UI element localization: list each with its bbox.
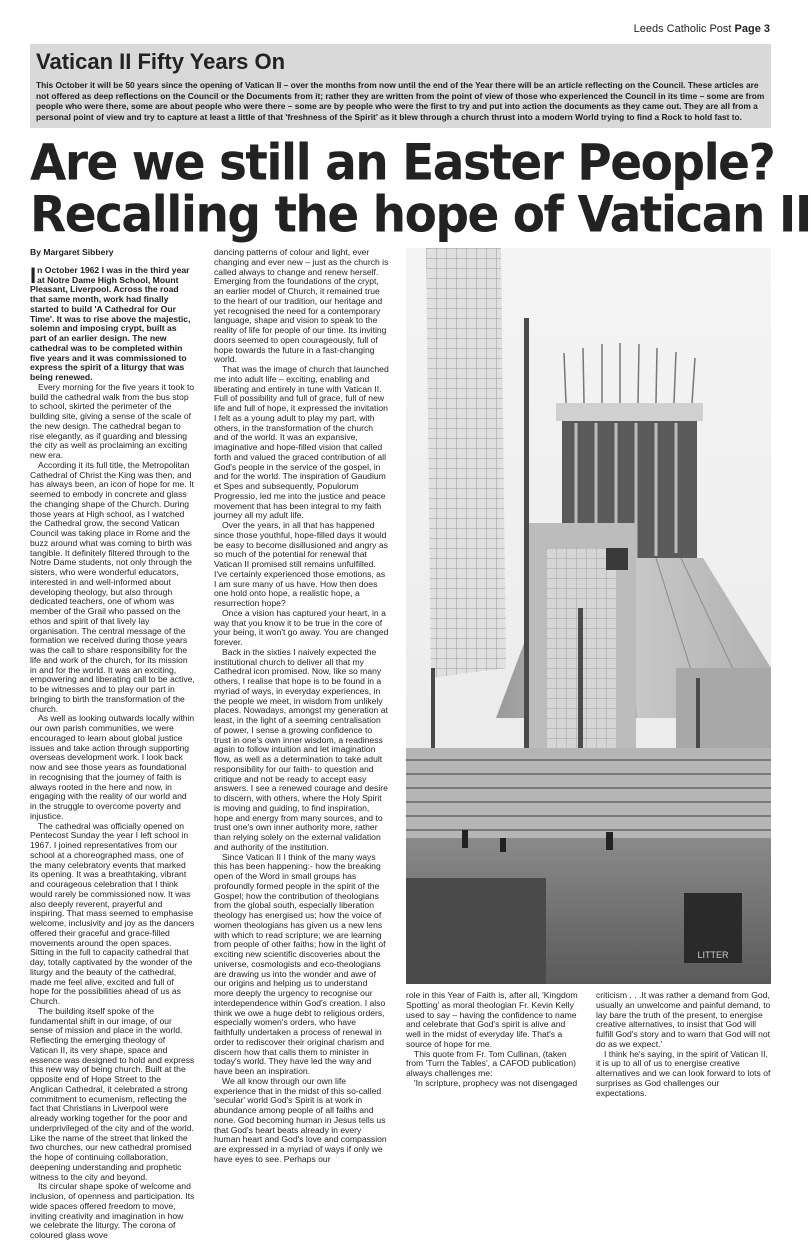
publication-name: Leeds Catholic Post xyxy=(633,23,732,35)
paragraph: dancing patterns of colour and light, ever changing and ever new – just as the church is called always to change and renew herself. Emerging from the foundations of the crypt, an earlier model of Church, it remained true to the heart of our tradition, our heritage and yet recognised the need for a contemporary language, shape and vision to speak to the reality of life for people of our time. Its inviting doors seemed to open courageously, full of hope towards the future in a fast-changing world. xyxy=(214,247,389,365)
paragraph: According it its full title, the Metropolitan Cathedral of Christ the King was then, and has always been, an icon of hope for me. It seemed to embody in concrete and glass the changing shape of the Church. During those years at High school, as I watched the Cathedral grow, the second Vatican Council was taking place in Rome and the buzz around what was coming to birth was tangible. It definitely filtered through to the Notre Dame students, not only through the sisters, who were wonderful educators, interested in and well-informed about developing theology, but also through dedicated teachers, one of whom was member of the Grail who passed on the ethos and spirit of that lively lay organisation. The central message of the formation we received during those years was the call to share responsibility for the life and work of the church, for its mission in and for the world. It was an exciting, empowering and liberating call to be active, to be witnesses and to play our part in bringing to birth the transformation of the church. xyxy=(30,459,195,714)
paragraph: The building itself spoke of the fundamental shift in our image, of our sense of mission and place in the world. Reflecting the emerging theology of Vatican II, its very shape, space and essence was designed to hold and express this new way of being church. Built at the opposite end of Hope Street to the Anglican Cathedral, it celebrated a strong commitment to ecumenism, reflecting the fact that Christians in Liverpool were already working together for the poor and underprivileged of the city and of the world. Like the name of the street that linked the two churches, our new cathedral promised the hope of continuing collaboration, deepening understanding and prophetic witness to the city and beyond. xyxy=(30,1005,195,1182)
lead-text: n October 1962 I was in the third year at Notre Dame High School, Mount Pleasant, Liverpool. Across the road that same month, work had finally started to build 'A Cathedral for Our Time'. It was to rise above the majestic, solemn and imposing crypt, built as part of an earlier design. The new cathedral was to be completed within five years and it was commissioned to express the spirit of a liturgy that was being renewed. xyxy=(30,264,191,382)
article-column-4 xyxy=(596,990,771,1098)
paragraph: We all know through our own life experience that in the midst of this so-called 'secular' world God's Spirit is at work in abundance among people of all faiths and none. God becoming human in Jesus tells us that God's heart beats already in every human heart and God's love and compassion are expressed in a myriad of ways if only we have eyes to see. Perhaps our xyxy=(214,1075,387,1164)
headline-line-1: Are we still an Easter People? xyxy=(30,134,775,193)
paragraph: role in this Year of Faith is, after all, 'Kingdom Spotting' as moral theologian Fr. Kevin Kelly used to say – having the confidence to name and celebrate that God's spirit is alive and well in the midst of everyday life. That's a source of hope for me. xyxy=(406,990,578,1049)
paragraph: 'In scripture, prophecy was not disengaged xyxy=(414,1077,578,1088)
paragraph: I think he's saying, in the spirit of Vatican II, it is up to all of us to energise creative alternatives and we can look forward to lots of surprises as God challenges our expectations. xyxy=(596,1048,771,1098)
paragraph: Every morning for the five years it took to build the cathedral walk from the bus stop to school, skirted the perimeter of the building site, giving a sense of the scale of the new design. The cathedral began to rise elegantly, as if guarding and blessing the city as well as proclaiming an exciting new era. xyxy=(30,381,195,460)
article-column-3 xyxy=(406,990,581,1088)
paragraph: As well as looking outwards locally within our own parish communities, we were encouraged to learn about global justice issues and take action through supporting overseas development work. I look back now and see those years as foundational in recognising that the journey of faith is always rooted in the here and now, in engaging with the reality of our world and in the struggle to overcome poverty and injustice. xyxy=(30,713,195,821)
headline-line-2: Recalling the hope of Vatican II xyxy=(30,186,811,245)
series-banner xyxy=(30,44,771,128)
article-column-1 xyxy=(30,247,195,1240)
series-title: Vatican II Fifty Years On xyxy=(36,49,286,74)
page-number: Page 3 xyxy=(734,23,770,35)
cathedral-photo xyxy=(406,248,771,984)
series-intro: This October it will be 50 years since the opening of Vatican II – over the months from now until the end of the Year there will be an article reflecting on the Council. These articles are not offered as deep reflections on the Council or the Documents from it; rather they are written from the point of view of those who experienced the Council in its time – some are from people who were there, some are about people who were there – some are by people who were the first to try and put into action the documents as they came out. They are all from a personal point of view and try to capture at least a little of that 'freshness of the Spirit' as it blew through a church thrust into a modern World trying to find a Rock to hold fast to. xyxy=(36,80,765,122)
byline: By Margaret Sibbery xyxy=(30,247,114,257)
article-column-2 xyxy=(214,247,389,1164)
paragraph: Its circular shape spoke of welcome and inclusion, of openness and participation. Its wide spaces offered freedom to move, inviting creativity and imagination in how we celebrate the liturgy. The corona of coloured glass wove xyxy=(30,1181,195,1240)
paragraph: The cathedral was officially opened on Pentecost Sunday the year I left school in 1967. I joined representatives from our school at a choreographed mass, one of the many celebratory events that marked its opening. It was a breathtaking, vibrant and courageous celebration that I think would rarely be commissioned now. It was also deeply reverent, prayerful and inspiring. That mass seemed to emphasise welcome, inclusivity and joy as the dancers offered their graceful and grace-filled movements around the open spaces. Sitting in the full to capacity cathedral that day, totally captivated by the wonder of the liturgy and the beauty of the cathedral, made me feel alive, excited and full of hope for the possibilities ahead of us as Church. xyxy=(30,820,195,1006)
paragraph: This quote from Fr. Tom Cullinan, (taken from 'Turn the Tables', a CAFOD publication) always challenges me: xyxy=(406,1048,576,1078)
paragraph: criticism . . .It was rather a demand from God, usually an unwelcome and painful demand, to lay bare the truth of the present, to energise creative alternatives, to insist that God will fulfill God's story and to warn that God will not do as we expect.' xyxy=(596,990,771,1049)
paragraph: Once a vision has captured your heart, in a way that you know it to be true in the core of your being, it won't go away. You are changed forever. xyxy=(214,607,389,647)
drop-cap: I xyxy=(30,262,37,288)
paragraph: Over the years, in all that has happened since those youthful, hope-filled days it would be easy to become disillusioned and angry as so much of the potential for renewal that Vatican II promised still remains unfulfilled. I've certainly experienced those emotions, as I am sure many of us have. How then does one hold onto hope, a realistic hope, a resurrection hope? xyxy=(214,520,388,608)
litter-bin-label: LITTER xyxy=(697,950,729,960)
paragraph: Since Vatican II I think of the many ways this has been happening:- how the breaking open of the Word in small groups has profoundly formed people in the spirit of the Gospel; how the contribution of theologians from the global south, especially liberation theology has energised us; how the voice of women theologians has given us a new lens with which to read scripture; we are learning from people of other faiths; how in the light of exciting new scientific discoveries about the universe, cosmologists and eco-theologians are drawing us into the wonder and awe of our origins and helping us to understand more deeply the urgency to recognise our interdependence within God's creation. I also think we owe a huge debt to religious orders, especially women's orders, who have faithfully undertaken a process of renewal in order to rediscover their original charism and discern how that calls them to minister in today's world. They have led the way and have been an inspiration. xyxy=(214,851,386,1076)
page-header xyxy=(634,23,770,35)
lead-paragraph xyxy=(30,262,195,383)
paragraph: That was the image of church that launched me into adult life – exciting, enabling and liberating and entirely in tune with Vatican II. Full of possibility and full of grace, full of new life and full of hope, it expressed the invitation I felt as a young adult to play my part, with others, in the transformation of the church and of the world. It was an expansive, imaginative and hope-filled vision that called forth and valued the graced contribution of all God's people in the service of the gospel, in and for the world. The inspiration of Gaudium et Spes and subsequently, Populorum Progressio, led me into the justice and peace movement that has been integral to my faith journey all my adult life. xyxy=(214,364,389,521)
paragraph: Back in the sixties I naively expected the institutional church to deliver all that my Cathedral icon promised. Now, like so many others, I realise that hope is to be found in a myriad of ways, in everyday experiences, in the people we meet, in wisdom from unlikely places. Nowadays, amongst my generation at least, in the light of a seeming centralisation of power, I sense a growing confidence to trust in one's own inner wisdom, a readiness again to follow intuition and let imagination flow, as well as a determination to take adult responsibility for our faith- to question and critique and not be ready to accept easy answers. I see a renewed courage and desire to discern, with others, where the Holy Spirit is moving and guiding, to find inspiration, hope and energy from many sources, and to trust one's own inner authority more, rather than relying solely on the external validation and authority of the institution. xyxy=(214,646,388,852)
